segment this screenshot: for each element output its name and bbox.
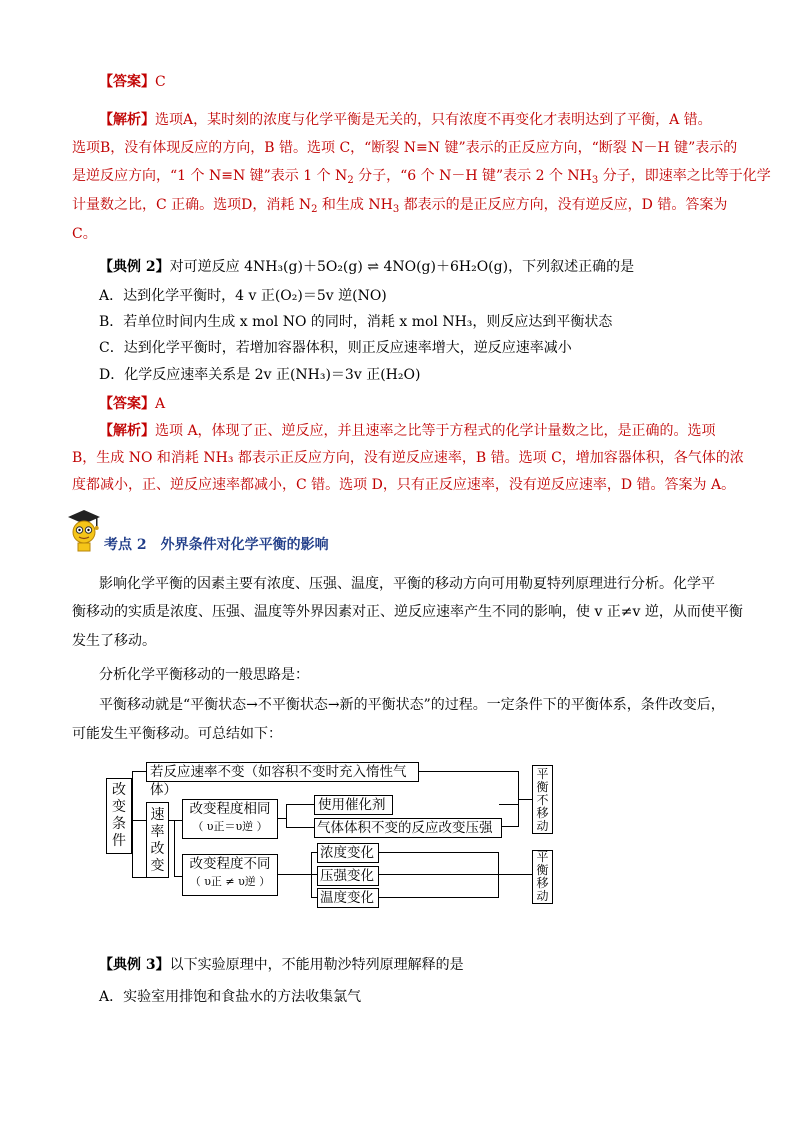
subscript: 2 <box>311 204 318 215</box>
text-part: 是逆反应方向，“1 个 N≡N 键”表示 1 个 N <box>72 168 348 184</box>
example-3-option-a: A．实验室用排饱和食盐水的方法收集氯气 <box>99 989 362 1005</box>
rate-change-box <box>146 802 169 878</box>
answer-2 <box>99 394 165 414</box>
subscript: 3 <box>392 204 400 215</box>
catalyst-label: 使用催化剂 <box>318 797 386 813</box>
root-condition-label: 改变条件 <box>112 782 126 849</box>
pressure-change-box <box>317 866 379 886</box>
answer-value: C <box>155 74 166 90</box>
body-paragraph-3-line-1: 平衡移动就是“平衡状态→不平衡状态→新的平衡状态”的过程。一定条件下的平衡体系，条件改变后， <box>99 697 725 713</box>
pressure-constant-volume-label: 气体体积不变的反应改变压强 <box>317 820 493 836</box>
same-degree-relation: （ υ正＝υ逆 ） <box>192 820 268 833</box>
text-part: 都表示的是正反应方向，没有逆反应，D 错。答案为 <box>399 197 728 213</box>
answer-label: 【答案】 <box>99 396 155 412</box>
body-paragraph-3-line-2: 可能发生平衡移动。可总结如下： <box>72 726 282 742</box>
body-paragraph-1-line-1: 影响化学平衡的因素主要有浓度、压强、温度，平衡的移动方向可用勒夏特列原理进行分析。化学平 <box>99 576 715 592</box>
rate-change-label: 速率改变 <box>150 807 165 874</box>
different-degree-relation: （ υ正 ≠ υ逆 ） <box>189 875 271 888</box>
subscript: 3 <box>591 175 599 186</box>
temperature-change-label: 温度变化 <box>320 890 374 906</box>
body-paragraph-1-line-3: 发生了移动。 <box>72 633 156 649</box>
explanation-2-line-1 <box>99 421 716 441</box>
explanation-text: 选项 A，体现了正、逆反应，并且速率之比等于方程式的化学计量数之比，是正确的。选项 <box>155 423 716 439</box>
subscript: 2 <box>347 175 354 186</box>
example-2-question <box>99 257 634 277</box>
example-label: 【典例 3】 <box>99 957 170 973</box>
rate-unchanged-box <box>146 762 419 798</box>
temperature-change-box <box>317 888 379 908</box>
rate-unchanged-label: 若反应速率不变（如容积不变时充入惰性气体） <box>150 764 407 798</box>
text-part: 分子，即速率之比等于化学 <box>598 168 771 184</box>
scholar-mascot-icon <box>66 508 102 552</box>
shift-label: 平衡移动 <box>536 850 549 903</box>
no-shift-label: 平衡不移动 <box>536 767 549 833</box>
explanation-1-line-5: C。 <box>72 226 97 242</box>
answer-label: 【答案】 <box>99 74 155 90</box>
explanation-1-line-2: 选项B，没有体现反应的方向，B 错。选项 C，“断裂 N≡N 键”表示的正反应方向，“断裂 N－H 键”表示的 <box>72 140 738 156</box>
body-paragraph-2: 分析化学平衡移动的一般思路是： <box>99 667 309 683</box>
explanation-label: 【解析】 <box>99 423 155 439</box>
shift-box <box>532 850 553 904</box>
option-d: D．化学反应速率关系是 2v 正(NH₃)＝3v 正(H₂O) <box>99 367 421 383</box>
answer-value: A <box>155 396 166 412</box>
explanation-2-line-3: 度都减小，正、逆反应速率都减小，C 错。选项 D，只有正反应速率，没有逆反应速率，D 错。答案为 A。 <box>72 477 736 493</box>
answer-1 <box>99 72 166 92</box>
explanation-1-line-4 <box>72 195 727 215</box>
explanation-text: 选项A，某时刻的浓度与化学平衡是无关的，只有浓度不再变化才表明达到了平衡，A 错。 <box>155 112 712 128</box>
example-question-text: 以下实验原理中，不能用勒沙特列原理解释的是 <box>169 957 464 973</box>
explanation-1-line-1 <box>99 110 712 130</box>
text-part: 计量数之比，C 正确。选项D，消耗 N <box>72 197 312 213</box>
example-question-text: 对可逆反应 4NH₃(g)＋5O₂(g) ⇌ 4NO(g)＋6H₂O(g)，下列叙述正确的是 <box>169 259 635 275</box>
concentration-change-box <box>317 843 379 863</box>
same-degree-label: 改变程度相同 <box>189 801 271 817</box>
option-b: B．若单位时间内生成 x mol NO 的同时，消耗 x mol NH₃，则反应达到平衡状态 <box>99 314 613 330</box>
example-label: 【典例 2】 <box>99 259 170 275</box>
text-part: 分子，“6 个 N－H 键”表示 2 个 NH <box>353 168 592 184</box>
text-part: 和生成 NH <box>317 197 393 213</box>
body-paragraph-1-line-2: 衡移动的实质是浓度、压强、温度等外界因素对正、逆反应速率产生不同的影响，使 v 正≠v 逆，从而使平衡 <box>72 604 743 620</box>
concentration-change-label: 浓度变化 <box>320 845 374 861</box>
different-degree-label: 改变程度不同 <box>189 856 271 872</box>
no-shift-box <box>532 765 553 834</box>
catalyst-box <box>314 795 393 815</box>
option-c: C．达到化学平衡时，若增加容器体积，则正反应速率增大，逆反应速率减小 <box>99 340 572 356</box>
key-point-title: 考点 2 外界条件对化学平衡的影响 <box>104 537 329 553</box>
explanation-1-line-3 <box>72 166 771 186</box>
option-a: A．达到化学平衡时，4 v 正(O₂)＝5v 逆(NO) <box>99 288 387 304</box>
pressure-change-label: 压强变化 <box>320 868 374 884</box>
explanation-2-line-2: B，生成 NO 和消耗 NH₃ 都表示正反应方向，没有逆反应速率，B 错。选项 C，增加容器体积，各气体的浓 <box>72 450 744 466</box>
root-condition-box <box>106 778 132 854</box>
explanation-label: 【解析】 <box>99 112 155 128</box>
different-degree-box <box>182 854 278 896</box>
same-degree-box <box>182 799 278 839</box>
pressure-constant-volume-box <box>314 818 502 838</box>
example-3-question <box>99 955 464 975</box>
